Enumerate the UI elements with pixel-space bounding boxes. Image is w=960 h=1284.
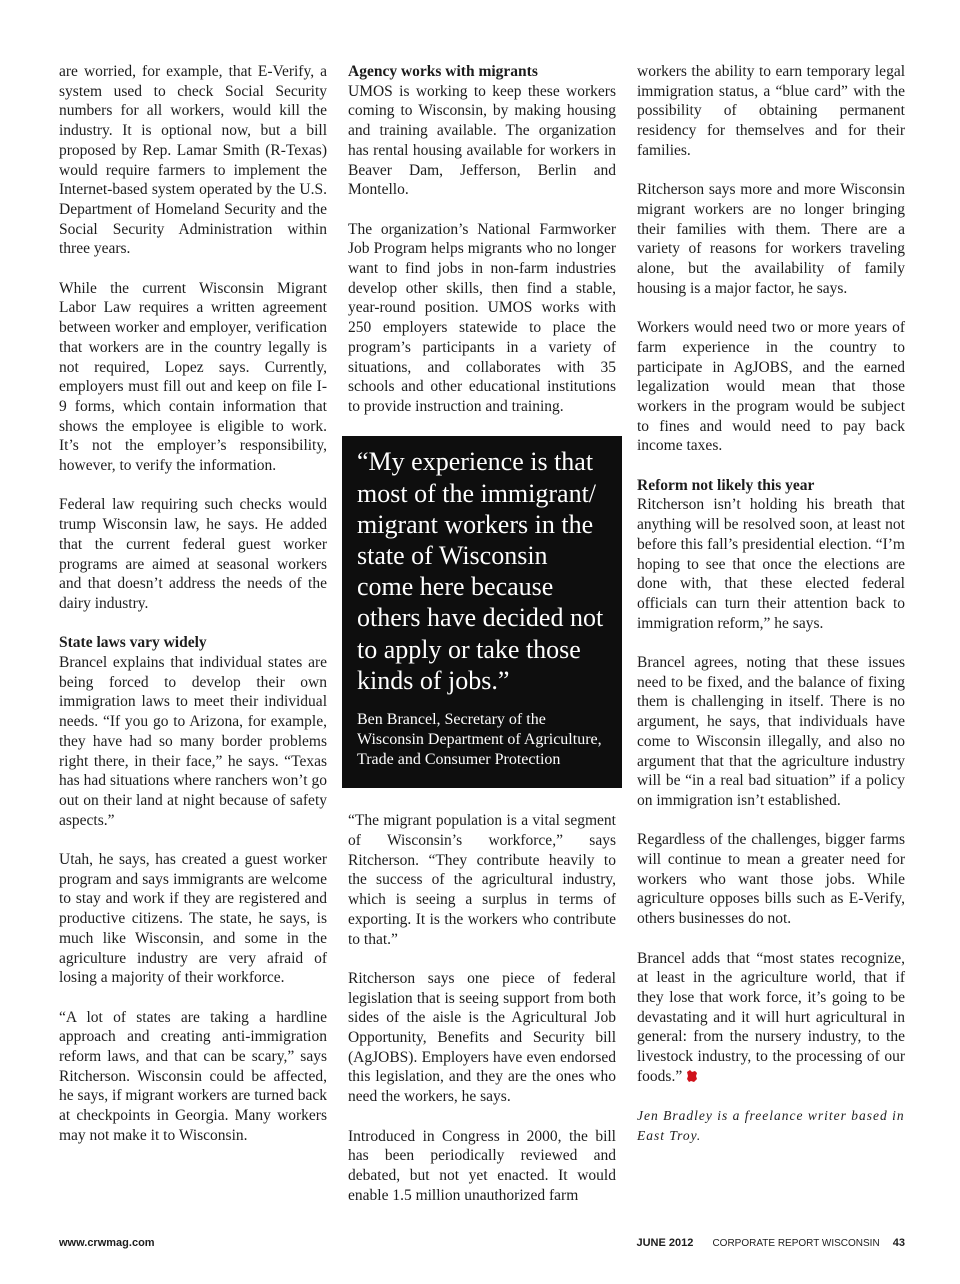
article-paragraph	[348, 82, 616, 200]
footer-url[interactable]: www.crwmag.com	[59, 1237, 155, 1249]
section-heading	[59, 633, 327, 653]
paragraph-text: Workers would need two or more years of farm experience in the country to participate in AgJOBS, and the earned legalization would mean that those workers in the program would be subject to fines and would need to pay back income taxes.	[637, 319, 905, 455]
article-paragraph	[637, 318, 905, 456]
pull-quote-attribution: Ben Brancel, Secretary of the Wisconsin Department of Agriculture, Trade and Consumer Protection	[357, 710, 602, 768]
paragraph-text: Brancel explains that individual states are being forced to develop their own immigration laws to meet their individual needs. “If you go to Arizona, for example, they have had so many border problems right there, in their face,” he says. “Texas has had situations where ranchers won’t go out on their land at night because of safety aspects.”	[59, 654, 327, 829]
paragraph-text: The organization’s National Farmworker Job Program helps migrants who no longer want to find jobs in non-farm industries develop other skills, then find a stable, year-round position. UMOS works with 250 employers statewide to place the program’s participants in a variety of situations, and collaborates with 35 schools and other educational institutions to provide instruction and training.	[348, 220, 616, 415]
page-footer	[59, 1237, 905, 1253]
page-number: 43	[892, 1237, 905, 1249]
paragraph-text: “The migrant population is a vital segment of Wisconsin’s workforce,” says Ritcherson. “They contribute heavily to the success of the agricultural industry, which is seeing a surplus in terms of exporting. It is the workers who contribute to that.”	[348, 812, 616, 948]
article-paragraph	[637, 180, 905, 298]
paragraph-text: Brancel agrees, noting that these issues need to be fixed, and the balance of fixing them is challenging in itself. There is no argument, he says, that individuals have come to Wisconsin illegally, and also no argument that that the agriculture industry will be “in a real bad situation” if a policy on immigration isn’t established.	[637, 654, 905, 809]
section-heading-text: Reform not likely this year	[637, 476, 815, 494]
paragraph-text: Jen Bradley is a freelance writer based in East Troy.	[637, 1108, 905, 1143]
article-paragraph	[637, 653, 905, 811]
section-heading-text: Agency works with migrants	[348, 63, 538, 80]
article-paragraph	[59, 850, 327, 988]
paragraph-text: Federal law requiring such checks would trump Wisconsin law, he says. He added that the current federal guest worker programs are aimed at seasonal workers and that doesn’t address the needs of the dairy industry.	[59, 496, 327, 612]
article-column-2	[348, 62, 616, 1225]
paragraph-text: are worried, for example, that E-Verify, a system used to check Social Security numbers for all workers, would kill the industry. It is optional now, but a bill proposed by Rep. Lamar Smith (R-Texas) would require farmers to implement the Internet-based system operated by the U.S. Department of Homeland Security and the Social Security Administration within three years.	[59, 63, 327, 258]
article-paragraph	[59, 62, 327, 259]
article-paragraph	[348, 969, 616, 1107]
paragraph-text: Ritcherson says more and more Wisconsin migrant workers are no longer bringing their families with them. There are a variety of reasons for workers traveling alone, but the availability of family housing is a major factor, he says.	[637, 181, 905, 297]
pull-quote-text: “My experience is that most of the immigrant/ migrant workers in the state of Wisconsin come here because others have decided not to apply or take those kinds of jobs.”	[357, 447, 604, 695]
paragraph-text: Ritcherson isn’t holding his breath that anything will be resolved soon, at least not before this fall’s presidential election. “I’m hoping to see that once the elections are done with, that these elected federal officials can turn their attention back to immigration reform,” he says.	[637, 496, 905, 632]
article-paragraph	[637, 62, 905, 161]
paragraph-text: While the current Wisconsin Migrant Labor Law requires a written agreement between worker and employer, verification that workers are in the country legally is not required, Lopez says. Currently, employers must fill out and keep on file I-9 forms, which contain information that shows the employee is eligible to work. It’s not the employer’s responsibility, however, to verify the information.	[59, 279, 327, 475]
section-heading	[348, 62, 616, 82]
article-paragraph	[59, 653, 327, 830]
article-column-1	[59, 62, 327, 1165]
article-paragraph	[59, 1008, 327, 1146]
footer-publication: CORPORATE REPORT WISCONSIN	[712, 1238, 880, 1249]
pull-quote-box	[342, 436, 622, 788]
paragraph-text: Utah, he says, has created a guest worker program and says immigrants are welcome to stay and work if they are registered and productive citizens. The state, he says, is much like Wisconsin, and some in the agriculture industry are very afraid of losing a majority of their workforce.	[59, 851, 327, 987]
paragraph-text: Ritcherson says one piece of federal legislation that is seeing support from both sides of the aisle is the Agricultural Job Opportunity, Benefits and Security bill (AgJOBS). Employers have even endorsed this legislation, and they are the ones who need the workers, he says.	[348, 969, 616, 1106]
section-heading	[637, 476, 905, 496]
article-paragraph	[348, 1127, 616, 1206]
article-paragraph	[637, 949, 905, 1087]
paragraph-text: workers the ability to earn temporary legal immigration status, a “blue card” with the possibility of obtaining permanent residency for themselves and for their families.	[637, 63, 905, 159]
paragraph-text: Brancel adds that “most states recognize, at least in the agriculture world, that if they lose that work force, it’s going to be devastating and it will hurt agricultural in general: from the nursery industry, to the livestock industry, to the processing of our foods.”	[637, 949, 905, 1085]
wisconsin-state-icon	[685, 1069, 699, 1083]
paragraph-text: “A lot of states are taking a hardline approach and creating anti-immigration reform laws, and that can be scary,” says Ritcherson. Wisconsin could be affected, he says, if migrant workers are turned back at checkpoints in Georgia. Many workers may not make it to Wisconsin.	[59, 1008, 327, 1144]
footer-right	[637, 1237, 906, 1249]
footer-date: JUNE 2012	[636, 1237, 694, 1249]
paragraph-text: UMOS is working to keep these workers coming to Wisconsin, by making housing and training available. The organization has rental housing available for workers in Beaver Dam, Jefferson, Berlin and Montello.	[348, 82, 616, 199]
author-byline	[637, 1106, 905, 1145]
article-paragraph	[348, 220, 616, 417]
article-paragraph	[59, 279, 327, 476]
section-heading-text: State laws vary widely	[59, 634, 207, 652]
article-paragraph	[637, 830, 905, 929]
article-column-3	[637, 62, 905, 1165]
article-paragraph	[348, 811, 616, 949]
paragraph-text: Introduced in Congress in 2000, the bill has been periodically reviewed and debated, but not yet enacted. It would enable 1.5 million unauthorized farm	[348, 1127, 616, 1204]
article-paragraph	[637, 495, 905, 633]
article-paragraph	[59, 495, 327, 613]
paragraph-text: Regardless of the challenges, bigger farms will continue to mean a greater need for workers who want those jobs. While agriculture opposes bills such as E-Verify, others businesses do not.	[637, 831, 905, 928]
